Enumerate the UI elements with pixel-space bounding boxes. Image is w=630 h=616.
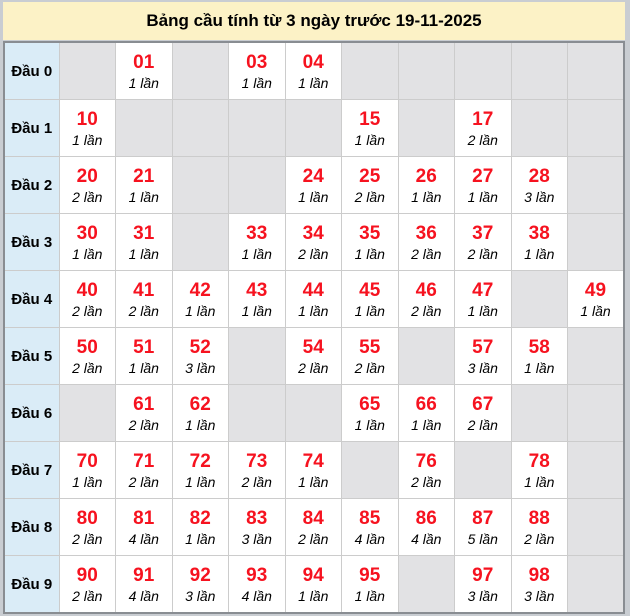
empty-cell: [229, 100, 286, 157]
empty-cell: [229, 328, 286, 385]
empty-cell: [511, 385, 568, 442]
cell-98: [511, 556, 568, 614]
cell-number: 86: [415, 507, 437, 529]
cell-count: 2 lần: [72, 189, 103, 206]
cell-47: [455, 271, 512, 328]
empty-cell: [116, 100, 173, 157]
cell-count: 3 lần: [467, 360, 498, 377]
cell-49: [568, 271, 625, 328]
cell-count: 3 lần: [241, 531, 272, 548]
cell-number: 51: [133, 336, 155, 358]
cell-count: 1 lần: [354, 132, 385, 149]
cell-15: [342, 100, 399, 157]
cell-number: 38: [528, 222, 550, 244]
cell-number: 72: [189, 450, 211, 472]
cell-number: 43: [246, 279, 268, 301]
cell-number: 04: [302, 51, 324, 73]
cell-count: 3 lần: [185, 360, 216, 377]
cell-66: [398, 385, 455, 442]
table-row: [4, 442, 624, 499]
cell-count: 1 lần: [72, 246, 103, 263]
cell-number: 61: [133, 393, 155, 415]
row-header-dau-5: Đầu 5: [4, 328, 59, 385]
cell-number: 25: [359, 165, 381, 187]
cell-count: 2 lần: [354, 189, 385, 206]
cell-40: [59, 271, 116, 328]
cell-36: [398, 214, 455, 271]
cell-number: 30: [76, 222, 98, 244]
cell-count: 2 lần: [298, 360, 329, 377]
cell-number: 01: [133, 51, 155, 73]
cell-count: 1 lần: [298, 303, 329, 320]
cell-35: [342, 214, 399, 271]
cell-count: 1 lần: [185, 303, 216, 320]
empty-cell: [229, 157, 286, 214]
cell-number: 81: [133, 507, 155, 529]
cell-93: [229, 556, 286, 614]
cell-81: [116, 499, 173, 556]
cell-number: 20: [76, 165, 98, 187]
empty-cell: [229, 385, 286, 442]
empty-cell: [342, 442, 399, 499]
cell-58: [511, 328, 568, 385]
cell-50: [59, 328, 116, 385]
cell-count: 1 lần: [185, 417, 216, 434]
cell-number: 17: [472, 108, 494, 130]
cell-count: 5 lần: [467, 531, 498, 548]
cell-number: 73: [246, 450, 268, 472]
cell-count: 2 lần: [411, 246, 442, 263]
cell-55: [342, 328, 399, 385]
cell-count: 4 lần: [411, 531, 442, 548]
cell-37: [455, 214, 512, 271]
cell-count: 4 lần: [128, 588, 159, 605]
cell-number: 36: [415, 222, 437, 244]
cell-number: 67: [472, 393, 494, 415]
empty-cell: [285, 100, 342, 157]
cell-number: 44: [302, 279, 324, 301]
cell-number: 57: [472, 336, 494, 358]
row-header-dau-7: Đầu 7: [4, 442, 59, 499]
cell-54: [285, 328, 342, 385]
cell-number: 88: [528, 507, 550, 529]
row-header-dau-0: Đầu 0: [4, 42, 59, 100]
cell-46: [398, 271, 455, 328]
cell-number: 50: [76, 336, 98, 358]
cell-21: [116, 157, 173, 214]
empty-cell: [398, 556, 455, 614]
cell-number: 83: [246, 507, 268, 529]
cell-count: 1 lần: [467, 189, 498, 206]
table-row: [4, 157, 624, 214]
empty-cell: [568, 385, 625, 442]
row-header-dau-6: Đầu 6: [4, 385, 59, 442]
cell-24: [285, 157, 342, 214]
cell-number: 45: [359, 279, 381, 301]
empty-cell: [511, 42, 568, 100]
cell-count: 4 lần: [241, 588, 272, 605]
cell-count: 1 lần: [298, 75, 329, 92]
cell-17: [455, 100, 512, 157]
cell-count: 1 lần: [128, 75, 159, 92]
cell-number: 26: [415, 165, 437, 187]
cell-count: 2 lần: [411, 474, 442, 491]
empty-cell: [59, 385, 116, 442]
cell-number: 76: [415, 450, 437, 472]
cell-71: [116, 442, 173, 499]
cell-number: 90: [76, 564, 98, 586]
empty-cell: [172, 100, 229, 157]
cell-number: 52: [189, 336, 211, 358]
cell-number: 37: [472, 222, 494, 244]
cell-90: [59, 556, 116, 614]
cell-count: 1 lần: [128, 360, 159, 377]
cell-count: 2 lần: [467, 132, 498, 149]
empty-cell: [342, 42, 399, 100]
cell-count: 2 lần: [524, 531, 555, 548]
cell-number: 91: [133, 564, 155, 586]
cell-number: 98: [528, 564, 550, 586]
cell-count: 1 lần: [354, 417, 385, 434]
empty-cell: [568, 100, 625, 157]
cell-count: 1 lần: [128, 189, 159, 206]
cell-count: 1 lần: [128, 246, 159, 263]
table-row: [4, 271, 624, 328]
empty-cell: [398, 100, 455, 157]
lottery-frequency-table: [3, 41, 625, 614]
cell-28: [511, 157, 568, 214]
empty-cell: [172, 42, 229, 100]
cell-number: 95: [359, 564, 381, 586]
cell-83: [229, 499, 286, 556]
cell-number: 65: [359, 393, 381, 415]
cell-27: [455, 157, 512, 214]
cell-count: 2 lần: [298, 246, 329, 263]
cell-61: [116, 385, 173, 442]
cell-52: [172, 328, 229, 385]
cell-count: 2 lần: [298, 531, 329, 548]
cell-number: 24: [302, 165, 324, 187]
cell-73: [229, 442, 286, 499]
cell-count: 1 lần: [72, 132, 103, 149]
cell-number: 66: [415, 393, 437, 415]
cell-97: [455, 556, 512, 614]
cell-20: [59, 157, 116, 214]
cell-count: 1 lần: [411, 417, 442, 434]
cell-count: 1 lần: [185, 531, 216, 548]
cell-count: 1 lần: [580, 303, 611, 320]
empty-cell: [398, 42, 455, 100]
cell-number: 34: [302, 222, 324, 244]
cell-65: [342, 385, 399, 442]
cell-count: 3 lần: [467, 588, 498, 605]
cell-38: [511, 214, 568, 271]
cell-43: [229, 271, 286, 328]
cell-30: [59, 214, 116, 271]
cell-count: 1 lần: [241, 75, 272, 92]
cell-number: 03: [246, 51, 268, 73]
cell-number: 82: [189, 507, 211, 529]
cell-number: 21: [133, 165, 155, 187]
row-header-dau-3: Đầu 3: [4, 214, 59, 271]
cell-count: 3 lần: [524, 189, 555, 206]
empty-cell: [568, 442, 625, 499]
cell-count: 2 lần: [241, 474, 272, 491]
cell-26: [398, 157, 455, 214]
row-header-dau-2: Đầu 2: [4, 157, 59, 214]
table-row: [4, 100, 624, 157]
cell-count: 1 lần: [467, 303, 498, 320]
cell-count: 2 lần: [72, 303, 103, 320]
cell-number: 85: [359, 507, 381, 529]
cell-count: 1 lần: [524, 474, 555, 491]
cell-number: 92: [189, 564, 211, 586]
cell-33: [229, 214, 286, 271]
cell-count: 1 lần: [185, 474, 216, 491]
cell-number: 84: [302, 507, 324, 529]
cell-41: [116, 271, 173, 328]
cell-number: 87: [472, 507, 494, 529]
cell-count: 2 lần: [72, 531, 103, 548]
cell-count: 1 lần: [411, 189, 442, 206]
table-row: [4, 385, 624, 442]
cell-87: [455, 499, 512, 556]
cell-number: 31: [133, 222, 155, 244]
empty-cell: [568, 157, 625, 214]
cell-44: [285, 271, 342, 328]
empty-cell: [568, 556, 625, 614]
cell-51: [116, 328, 173, 385]
cell-count: 1 lần: [298, 588, 329, 605]
row-header-dau-4: Đầu 4: [4, 271, 59, 328]
cell-number: 27: [472, 165, 494, 187]
cell-count: 4 lần: [128, 531, 159, 548]
cell-count: 2 lần: [128, 417, 159, 434]
cell-count: 1 lần: [241, 246, 272, 263]
cell-number: 71: [133, 450, 155, 472]
cell-number: 41: [133, 279, 155, 301]
empty-cell: [59, 42, 116, 100]
empty-cell: [568, 214, 625, 271]
cell-82: [172, 499, 229, 556]
cell-number: 80: [76, 507, 98, 529]
cell-count: 1 lần: [524, 246, 555, 263]
empty-cell: [398, 328, 455, 385]
cell-95: [342, 556, 399, 614]
cell-86: [398, 499, 455, 556]
empty-cell: [455, 442, 512, 499]
cell-number: 35: [359, 222, 381, 244]
table-row: [4, 328, 624, 385]
row-header-dau-9: Đầu 9: [4, 556, 59, 614]
cell-91: [116, 556, 173, 614]
cell-count: 3 lần: [524, 588, 555, 605]
cell-count: 1 lần: [354, 303, 385, 320]
cell-number: 62: [189, 393, 211, 415]
cell-45: [342, 271, 399, 328]
cell-number: 70: [76, 450, 98, 472]
cell-62: [172, 385, 229, 442]
cell-number: 42: [189, 279, 211, 301]
cell-number: 94: [302, 564, 324, 586]
cell-72: [172, 442, 229, 499]
cell-count: 4 lần: [354, 531, 385, 548]
cell-count: 2 lần: [128, 474, 159, 491]
cell-74: [285, 442, 342, 499]
cell-count: 3 lần: [185, 588, 216, 605]
cell-count: 2 lần: [128, 303, 159, 320]
cell-number: 54: [302, 336, 324, 358]
cell-70: [59, 442, 116, 499]
cell-number: 46: [415, 279, 437, 301]
cell-03: [229, 42, 286, 100]
cell-84: [285, 499, 342, 556]
row-header-dau-1: Đầu 1: [4, 100, 59, 157]
cell-count: 2 lần: [354, 360, 385, 377]
cell-number: 74: [302, 450, 324, 472]
empty-cell: [285, 385, 342, 442]
cell-count: 1 lần: [298, 474, 329, 491]
empty-cell: [172, 214, 229, 271]
cell-count: 1 lần: [72, 474, 103, 491]
empty-cell: [172, 157, 229, 214]
cell-34: [285, 214, 342, 271]
cell-94: [285, 556, 342, 614]
cell-count: 1 lần: [354, 588, 385, 605]
cell-92: [172, 556, 229, 614]
table-title: Bảng cầu tính từ 3 ngày trước 19-11-2025: [3, 2, 625, 40]
empty-cell: [568, 42, 625, 100]
empty-cell: [511, 100, 568, 157]
cell-count: 2 lần: [72, 588, 103, 605]
empty-cell: [511, 271, 568, 328]
cell-number: 47: [472, 279, 494, 301]
table-row: [4, 214, 624, 271]
cell-count: 2 lần: [72, 360, 103, 377]
cell-number: 15: [359, 108, 381, 130]
cell-count: 1 lần: [241, 303, 272, 320]
cell-count: 1 lần: [298, 189, 329, 206]
cell-01: [116, 42, 173, 100]
empty-cell: [568, 499, 625, 556]
cell-42: [172, 271, 229, 328]
table-row: [4, 42, 624, 100]
row-header-dau-8: Đầu 8: [4, 499, 59, 556]
cell-67: [455, 385, 512, 442]
cell-88: [511, 499, 568, 556]
cell-57: [455, 328, 512, 385]
cell-count: 2 lần: [411, 303, 442, 320]
cell-number: 49: [584, 279, 607, 301]
cell-number: 55: [359, 336, 381, 358]
cell-number: 78: [528, 450, 550, 472]
cell-number: 97: [472, 564, 494, 586]
cell-25: [342, 157, 399, 214]
table-row: [4, 556, 624, 614]
cell-04: [285, 42, 342, 100]
cell-number: 58: [528, 336, 550, 358]
cell-78: [511, 442, 568, 499]
empty-cell: [568, 328, 625, 385]
cell-number: 33: [246, 222, 268, 244]
cell-number: 93: [246, 564, 268, 586]
cell-number: 10: [76, 108, 98, 130]
cell-10: [59, 100, 116, 157]
cell-count: 1 lần: [354, 246, 385, 263]
cell-number: 40: [76, 279, 98, 301]
cell-76: [398, 442, 455, 499]
cell-count: 2 lần: [467, 246, 498, 263]
table-row: [4, 499, 624, 556]
cell-85: [342, 499, 399, 556]
cell-number: 28: [528, 165, 550, 187]
cell-count: 1 lần: [524, 360, 555, 377]
cell-80: [59, 499, 116, 556]
cell-31: [116, 214, 173, 271]
empty-cell: [455, 42, 512, 100]
cell-count: 2 lần: [467, 417, 498, 434]
